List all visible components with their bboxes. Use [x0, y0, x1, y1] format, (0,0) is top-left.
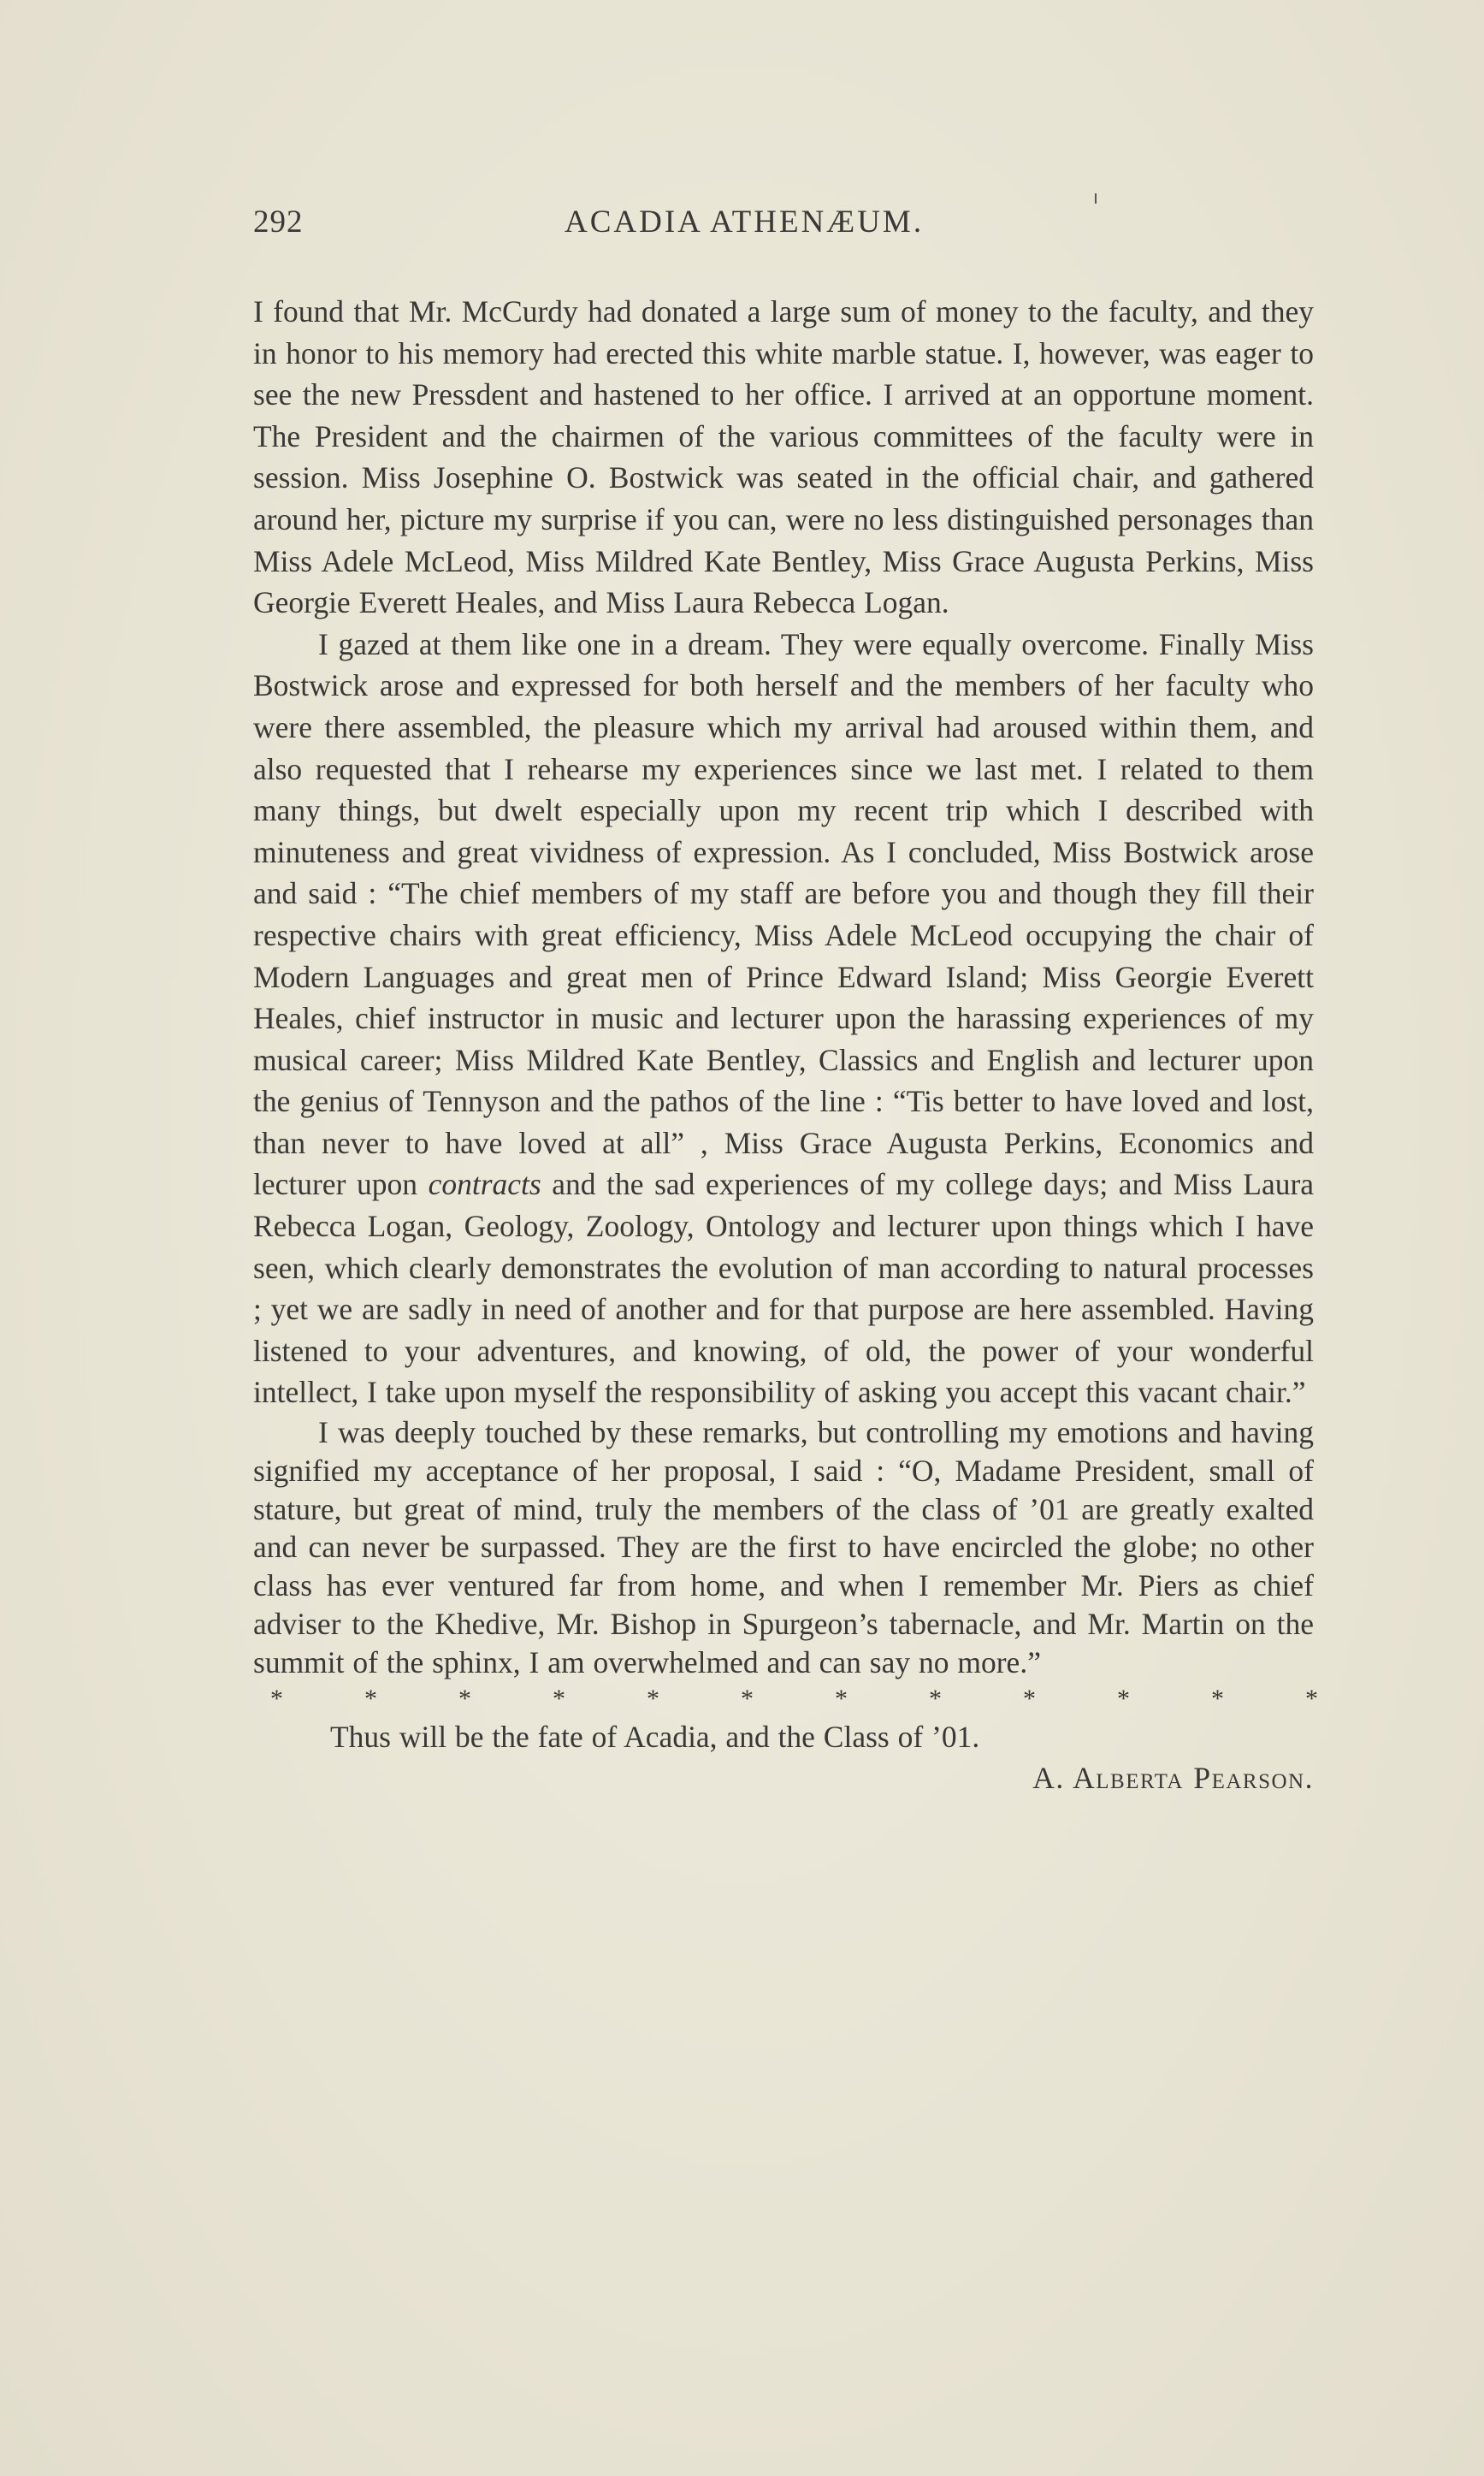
- author-signature: A. Alberta Pearson.: [1032, 1761, 1314, 1796]
- paragraph-2-text-b: and the sad experiences of my college days; and Miss Laura Rebecca Logan, Geology, Zoology, Ontology and lecturer upon things which I have seen, which clearly demonstrates the evolution of man according to natural processes ; yet we are sadly in need of another and for that purpose are here assembled. Having listened to your adventures, and knowing, of old, the power of your wonderful intellect, I take upon myself the responsibility of asking you accept this vacant chair.”: [253, 1167, 1315, 1410]
- asterisk: *: [929, 1684, 942, 1713]
- asterisk: *: [270, 1684, 283, 1713]
- asterisk: *: [1117, 1684, 1130, 1713]
- paragraph-2-text-a: I gazed at them like one in a dream. They were equally overcome. Finally Miss Bostwick arose and expressed for both herself and the members of her faculty who were there assembled, the pleasure which my arrival had aroused within them, and also requested that I rehearse my experiences since we last met. I related to them many things, but dwelt especially upon my recent trip which I described with minuteness and great vividness of expression. As I concluded, Miss Bostwick arose and said : “The chief members of my staff are before you and though they fill their respective chairs with great efficiency, Miss Adele McLeod occupying the chair of Modern Languages and great men of Prince Edward Island; Miss Georgie Everett Heales, chief instructor in music and lecturer upon the harassing experiences of my musical career; Miss Mildred Kate Bentley, Classics and English and lecturer upon the genius of Tennyson and the pathos of the line : “Tis better to have loved and lost, than never to have loved at all” , Miss Grace Augusta Perkins, Economics and lecturer upon: [253, 626, 1314, 1202]
- paragraph-3: I was deeply touched by these remarks, but controlling my emotions and having signified my acceptance of her proposal, I said : “O, Madame President, small of stature, but great of mind, truly the members of the class of ’01 are greatly exalted and can never be surpassed. They are the first to have encircled the globe; no other class has ever ventured far from home, and when I remember Mr. Piers as chief adviser to the Khedive, Mr. Bishop in Spurgeon’s tabernacle, and Mr. Martin on the summit of the sphinx, I am overwhelmed and can say no more.”: [253, 1415, 1314, 1679]
- asterisk: *: [1211, 1684, 1224, 1713]
- asterisk: *: [741, 1684, 754, 1713]
- print-mark: [1095, 193, 1097, 204]
- asterisk: *: [553, 1684, 565, 1713]
- asterism-divider: [270, 1682, 1318, 1716]
- asterisk: *: [458, 1684, 471, 1713]
- paragraph-2: [253, 624, 1314, 1413]
- asterisk: *: [835, 1684, 848, 1713]
- running-title: ACADIA ATHENÆUM.: [565, 204, 925, 240]
- paragraph-1: I found that Mr. McCurdy had donated a large sum of money to the faculty, and they in honor to his memory had erected this white marble statue. I, however, was eager to see the new Pressdent and hastened to her office. I arrived at an opportune moment. The President and the chairmen of the various committees of the faculty were in session. Miss Josephine O. Bostwick was seated in the official chair, and gathered around her, picture my surprise if you can, were no less distinguished personages than Miss Adele McLeod, Miss Mildred Kate Bentley, Miss Grace Augusta Perkins, Miss Georgie Everett Heales, and Miss Laura Rebecca Logan.: [253, 294, 1314, 620]
- page-header: [253, 204, 1091, 246]
- asterisk: *: [364, 1684, 377, 1713]
- asterisk: *: [1023, 1684, 1036, 1713]
- page-number: 292: [253, 204, 304, 240]
- article-body: [253, 291, 1318, 1799]
- closing-line: Thus will be the fate of Acadia, and the Class of ’01.: [330, 1719, 980, 1754]
- asterisk: *: [1305, 1684, 1318, 1713]
- paragraph-2-italic-word: contracts: [428, 1167, 541, 1202]
- asterisk: *: [647, 1684, 659, 1713]
